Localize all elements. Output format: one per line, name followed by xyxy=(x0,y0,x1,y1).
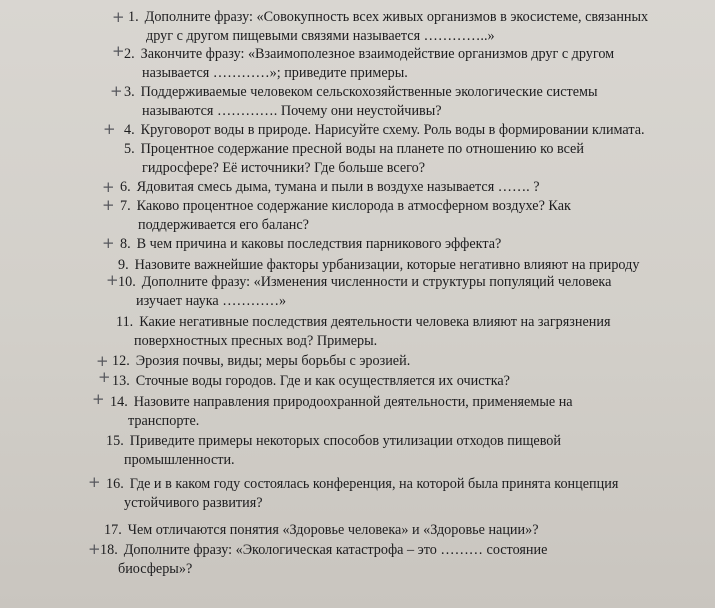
question-text-line2: гидросфере? Её источники? Где больше всего? xyxy=(142,160,426,176)
handwritten-mark: + xyxy=(102,196,115,214)
question-text-line2: устойчивого развития? xyxy=(124,495,263,511)
question-text-line2: называется …………»; приведите примеры. xyxy=(142,65,408,81)
question-text-line1: Ядовитая смесь дыма, тумана и пыли в воздухе называется ……. ? xyxy=(136,179,540,195)
question-number: 15. xyxy=(106,433,124,449)
question-number: 2. xyxy=(124,46,135,62)
question-number: 5. xyxy=(124,141,135,157)
question-text-line1: Эрозия почвы, виды; меры борьбы с эрозией. xyxy=(135,353,411,369)
handwritten-mark: + xyxy=(102,178,115,196)
question-number: 13. xyxy=(112,373,130,389)
question-text-line2: изучает наука …………» xyxy=(136,293,287,309)
question-text-line2: называются …………. Почему они неустойчивы? xyxy=(142,103,442,119)
question-text-line1: Дополните фразу: «Изменения численности и структуры популяций человека xyxy=(141,274,612,290)
question-number: 14. xyxy=(110,394,128,410)
question-text-line1: Закончите фразу: «Взаимополезное взаимодействие организмов друг с другом xyxy=(140,46,615,62)
question-text-line1: Где и в каком году состоялась конференция, на которой была принята концепция xyxy=(129,476,619,492)
handwritten-mark: + xyxy=(98,368,111,386)
question-number: 7. xyxy=(120,198,131,214)
question-text-line1: Сточные воды городов. Где и как осуществляется их очистка? xyxy=(135,373,510,389)
question-item xyxy=(112,372,510,391)
question-item xyxy=(106,432,561,470)
handwritten-mark: + xyxy=(92,390,105,408)
question-text-line1: Дополните фразу: «Экологическая катастрофа – это ……… состояние xyxy=(123,542,548,558)
question-item xyxy=(120,178,540,197)
question-item xyxy=(124,83,598,121)
question-number: 6. xyxy=(120,179,131,195)
question-text-line1: Каково процентное содержание кислорода в атмосферном воздухе? Как xyxy=(136,198,571,214)
handwritten-mark: + xyxy=(103,120,116,138)
question-number: 3. xyxy=(124,84,135,100)
question-text-line1: Круговорот воды в природе. Нарисуйте схему. Роль воды в формировании климата. xyxy=(140,122,645,138)
question-text-line2: друг с другом пищевыми связями называется …………..» xyxy=(146,28,495,44)
question-number: 1. xyxy=(128,9,139,25)
question-item xyxy=(128,8,648,46)
question-text-line2: поддерживается его баланс? xyxy=(138,217,309,233)
question-item xyxy=(116,313,610,351)
question-text-line1: Какие негативные последствия деятельности человека влияют на загрязнения xyxy=(139,314,611,330)
question-item xyxy=(118,273,611,311)
question-item xyxy=(120,235,501,254)
handwritten-mark: + xyxy=(112,42,125,60)
handwritten-mark: + xyxy=(110,82,123,100)
question-text-line1: Приведите примеры некоторых способов утилизации отходов пищевой xyxy=(129,433,561,449)
question-number: 18. xyxy=(100,542,118,558)
question-item xyxy=(100,541,547,579)
question-item xyxy=(110,393,573,431)
question-text-line1: Чем отличаются понятия «Здоровье человека» и «Здоровье нации»? xyxy=(127,522,539,538)
question-item xyxy=(112,352,410,371)
question-text-line1: Назовите важнейшие факторы урбанизации, которые негативно влияют на природу xyxy=(134,257,640,273)
question-number: 17. xyxy=(104,522,122,538)
question-text-line1: Дополните фразу: «Совокупность всех живых организмов в экосистеме, связанных xyxy=(144,9,649,25)
handwritten-mark: + xyxy=(88,473,101,491)
question-item xyxy=(124,45,614,83)
handwritten-mark: + xyxy=(102,234,115,252)
handwritten-mark: + xyxy=(112,8,125,26)
question-item xyxy=(106,475,618,513)
question-number: 4. xyxy=(124,122,135,138)
handwritten-mark: + xyxy=(106,271,119,289)
question-text-line2: поверхностных пресных вод? Примеры. xyxy=(134,333,378,349)
question-item xyxy=(124,121,645,140)
question-text-line1: Процентное содержание пресной воды на планете по отношению ко всей xyxy=(140,141,584,157)
question-text-line1: Поддерживаемые человеком сельскохозяйственные экологические системы xyxy=(140,84,598,100)
question-number: 9. xyxy=(118,257,129,273)
question-text-line1: В чем причина и каковы последствия парникового эффекта? xyxy=(136,236,502,252)
question-item xyxy=(124,140,584,178)
question-text-line2: транспорте. xyxy=(128,413,200,429)
question-text-line1: Назовите направления природоохранной деятельности, применяемые на xyxy=(133,394,573,410)
question-number: 12. xyxy=(112,353,130,369)
question-number: 11. xyxy=(116,314,134,330)
handwritten-mark: + xyxy=(96,352,109,370)
question-item xyxy=(104,521,539,540)
question-number: 8. xyxy=(120,236,131,252)
question-number: 10. xyxy=(118,274,136,290)
handwritten-mark: + xyxy=(88,540,101,558)
question-number: 16. xyxy=(106,476,124,492)
question-text-line2: промышленности. xyxy=(124,452,235,468)
question-text-line2: биосферы»? xyxy=(118,561,193,577)
question-item xyxy=(120,197,571,235)
